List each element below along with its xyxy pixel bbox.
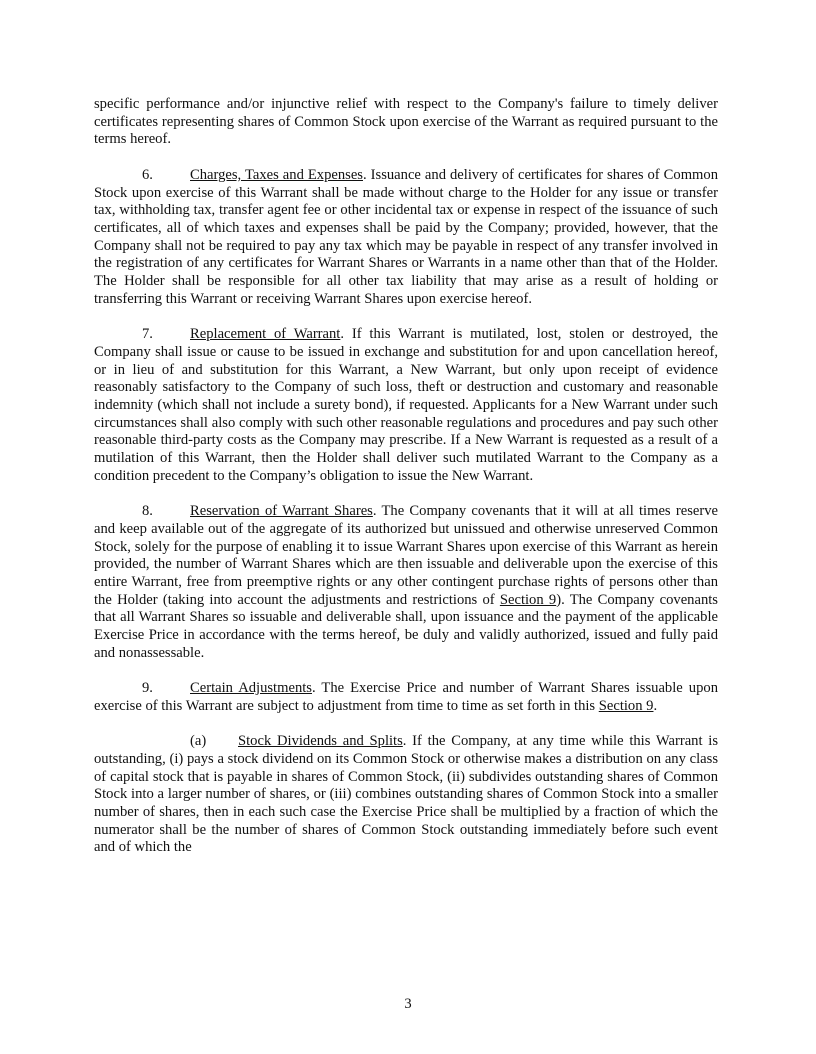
section-7-paragraph (94, 326, 718, 485)
page-number: 3 (404, 996, 412, 1012)
document-page (94, 96, 718, 875)
section-body: . The Exercise Price and number of Warrant Shares issuable upon exercise of this Warrant are subject to adjustment from time to time as set forth in this (94, 680, 718, 714)
section-heading: Reservation of Warrant Shares (190, 503, 373, 520)
section-number: 8. (142, 503, 153, 520)
section-body: . If this Warrant is mutilated, lost, stolen or destroyed, the Company shall issue or cause to be issued in exchange and substitution for and upon cancellation hereof, or in lieu of and substitution for this Warrant, a New Warrant, but only upon receipt of evidence reasonably satisfactory to the Company of such loss, theft or destruction and customary and reasonable indemnity (which shall not include a surety bond), if requested. Applicants for a New Warrant under such circumstances shall also comply with such other reasonable regulations and procedures and pay such other reasonable third-party costs as the Company may prescribe. If a New Warrant is requested as a result of a mutilation of this Warrant, then the Holder shall deliver such mutilated Warrant to the Company as a condition precedent to the Company’s obligation to issue the New Warrant. (94, 326, 718, 484)
section-number: 6. (142, 166, 153, 183)
section-body: . The Company covenants that it will at all times reserve and keep available out of the aggregate of its authorized but unissued and otherwise unreserved Common Stock, solely for the purpose of enabling it to issue Warrant Shares upon exercise of this Warrant as herein provided, the number of Warrant Shares which are then issuable and deliverable upon the exercise of this entire Warrant, free from preemptive rights or any other contingent purchase rights of persons other than the Holder (taking into account the adjustments and restrictions of (94, 503, 718, 608)
section-9-paragraph (94, 680, 718, 715)
section-number: 7. (142, 326, 153, 343)
section-8-paragraph (94, 503, 718, 662)
section-body-continued: ). The Company covenants that all Warrant Shares so issuable and deliverable shall, upon issuance and the payment of the applicable Exercise Price in accordance with the terms hereof, be duly and validly authorized, issued and fully paid and nonassessable. (94, 591, 718, 661)
subsection-a-paragraph (94, 733, 718, 857)
subsection-heading: Stock Dividends and Splits (238, 733, 403, 750)
continuation-paragraph: specific performance and/or injunctive relief with respect to the Company's failure to timely deliver certificates representing shares of Common Stock upon exercise of the Warrant as required pursuant to the terms hereof. (94, 96, 718, 148)
subsection-body: . If the Company, at any time while this Warrant is outstanding, (i) pays a stock dividend on its Common Stock or otherwise makes a distribution on any class of capital stock that is payable in shares of Common Stock, (ii) subdivides outstanding shares of Common Stock into a larger number of shares, or (iii) combines outstanding shares of Common Stock into a smaller number of shares, then in each such case the Exercise Price shall be multiplied by a fraction of which the numerator shall be the number of shares of Common Stock outstanding immediately before such event and of which the (94, 733, 718, 856)
section-cross-reference: Section 9 (598, 697, 654, 714)
section-heading: Certain Adjustments (190, 680, 312, 697)
section-cross-reference: Section 9 (499, 591, 557, 608)
section-heading: Replacement of Warrant (190, 326, 341, 343)
section-number: 9. (142, 680, 153, 697)
section-body: . Issuance and delivery of certificates for shares of Common Stock upon exercise of this Warrant shall be made without charge to the Holder for any issue or transfer tax, withholding tax, transfer agent fee or other incidental tax or expense in respect of the issuance of such certificates, all of which taxes and expenses shall be paid by the Company; provided, however, that the Company shall not be required to pay any tax which may be payable in respect of any transfer involved in the registration of any certificates for Warrant Shares or Warrants in a name other than that of the Holder. The Holder shall be responsible for all other tax liability that may arise as a result of holding or transferring this Warrant or receiving Warrant Shares upon exercise hereof. (94, 166, 719, 307)
subsection-label: (a) (190, 733, 207, 750)
section-heading: Charges, Taxes and Expenses (190, 166, 363, 183)
section-6-paragraph (94, 167, 718, 309)
section-body-continued: . (653, 697, 658, 714)
